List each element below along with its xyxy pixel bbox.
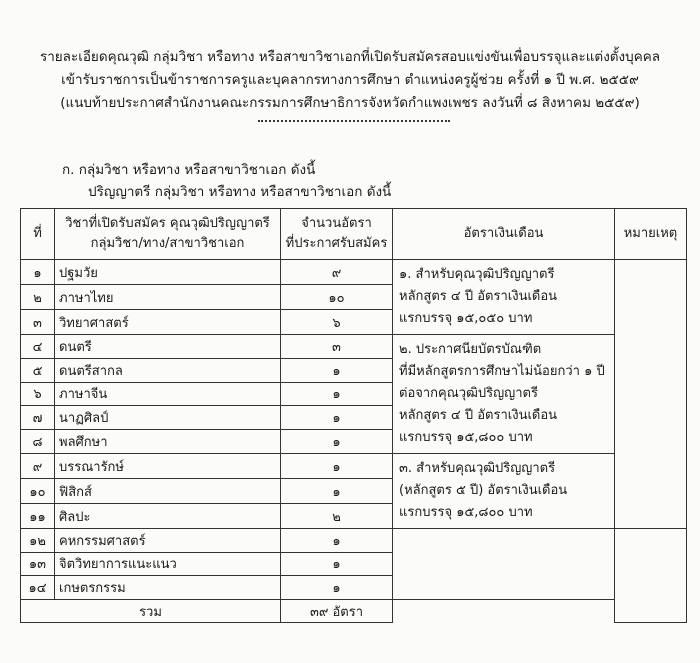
table-header-row [21, 209, 687, 260]
row-number: ๖ [21, 382, 55, 406]
salary-note-line: ๓. สำหรับคุณวุฒิปริญญาตรี [399, 461, 556, 476]
header-count-line-2: ที่ประกาศรับสมัคร [285, 236, 388, 251]
section-b-heading: ปริญญาตรี กลุ่มวิชา หรือทาง หรือสาขาวิชาเอก ดังนี้ [88, 184, 392, 200]
section-a-heading: ก. กลุ่มวิชา หรือทาง หรือสาขาวิชาเอก ดังนี้ [62, 162, 316, 178]
row-count: ๑ [281, 576, 393, 600]
row-number: ๙ [21, 454, 55, 479]
salary-note-line: แรกบรรจุ ๑๕,๘๐๐ บาท [399, 505, 533, 520]
row-number: ๗ [21, 406, 55, 430]
salary-note-line: ๑. สำหรับคุณวุฒิปริญญาตรี [399, 267, 555, 282]
row-subject: คหกรรมศาสตร์ [55, 529, 281, 553]
row-count: ๑ [281, 454, 393, 479]
row-subject: เกษตรกรรม [55, 576, 281, 600]
header-line-2: เข้ารับราชการเป็นข้าราชการครูและบุคลากรทางการศึกษา ตำแหน่งครูผู้ช่วย ครั้งที่ ๑ ปี พ.ศ. ๒๕๕๙ [61, 72, 639, 88]
row-subject: ดนตรี [55, 335, 281, 359]
row-count: ๑ [281, 406, 393, 430]
row-count: ๑ [281, 479, 393, 504]
header-line-3: (แนบท้ายประกาศสำนักงานคณะกรรมการศึกษาธิการจังหวัดกำแพงเพชร ลงวันที่ ๘ สิงหาคม ๒๕๕๙) [60, 95, 640, 111]
row-subject: ศิลปะ [55, 504, 281, 529]
header-subject-line-2: กลุ่มวิชา/ทาง/สาขาวิชาเอก [90, 236, 245, 251]
remark-cell [615, 260, 687, 529]
dotted-separator [258, 120, 450, 122]
row-subject: ดนตรีสากล [55, 358, 281, 382]
document-header [0, 46, 700, 115]
row-subject: ภาษาจีน [55, 382, 281, 406]
table-row [21, 335, 687, 359]
salary-note-line: แรกบรรจุ ๑๕,๘๐๐ บาท [399, 430, 533, 445]
header-remark: หมายเหตุ [615, 209, 687, 260]
total-row [21, 599, 687, 623]
table-row [21, 529, 687, 553]
salary-note-line: (หลักสูตร ๕ ปี) อัตราเงินเดือน [399, 483, 568, 498]
row-count: ๑ [281, 382, 393, 406]
row-subject: พลศึกษา [55, 430, 281, 454]
row-number: ๕ [21, 358, 55, 382]
row-subject: ภาษาไทย [55, 285, 281, 310]
positions-table [20, 208, 687, 623]
row-count: ๑ [281, 529, 393, 553]
header-count-line-1: จำนวนอัตรา [301, 216, 372, 231]
row-number: ๓ [21, 310, 55, 335]
header-no: ที่ [21, 209, 55, 260]
row-count: ๙ [281, 260, 393, 285]
salary-note-line: แรกบรรจุ ๑๕,๐๕๐ บาท [399, 311, 533, 326]
row-count: ๒ [281, 504, 393, 529]
table-row [21, 454, 687, 479]
row-subject: วิทยาศาสตร์ [55, 310, 281, 335]
salary-note [393, 260, 615, 335]
salary-note-line: หลักสูตร ๔ ปี อัตราเงินเดือน [399, 408, 558, 423]
row-count: ๓ [281, 335, 393, 359]
row-number: ๔ [21, 335, 55, 359]
header-subject [55, 209, 281, 260]
row-count: ๖ [281, 310, 393, 335]
row-subject: ปฐมวัย [55, 260, 281, 285]
row-number: ๘ [21, 430, 55, 454]
row-number: ๑ [21, 260, 55, 285]
header-count [281, 209, 393, 260]
row-number: ๑๐ [21, 479, 55, 504]
salary-note-line: ต่อจากคุณวุฒิปริญญาตรี [399, 386, 538, 401]
table-row [21, 260, 687, 285]
salary-note-line: ๒. ประกาศนียบัตรบัณฑิต [399, 342, 542, 357]
header-salary: อัตราเงินเดือน [393, 209, 615, 260]
remark-cell [615, 529, 687, 623]
header-line-1: รายละเอียดคุณวุฒิ กลุ่มวิชา หรือทาง หรือสาขาวิชาเอกที่เปิดรับสมัครสอบแข่งขันเพื่อบรรจุและแต่งตั้งบุคคล [39, 49, 661, 65]
row-subject: นาฏศิลป์ [55, 406, 281, 430]
row-number: ๑๓ [21, 552, 55, 576]
salary-note-empty [393, 529, 615, 600]
row-subject: ฟิสิกส์ [55, 479, 281, 504]
salary-note-line: ที่มีหลักสูตรการศึกษาไม่น้อยกว่า ๑ ปี [399, 364, 605, 379]
total-label: รวม [21, 599, 281, 623]
row-subject: จิตวิทยาการแนะแนว [55, 552, 281, 576]
salary-note-line: หลักสูตร ๔ ปี อัตราเงินเดือน [399, 289, 558, 304]
row-number: ๒ [21, 285, 55, 310]
salary-note [393, 335, 615, 454]
row-number: ๑๒ [21, 529, 55, 553]
row-count: ๑ [281, 552, 393, 576]
row-number: ๑๔ [21, 576, 55, 600]
row-count: ๑ [281, 358, 393, 382]
row-subject: บรรณารักษ์ [55, 454, 281, 479]
header-subject-line-1: วิชาที่เปิดรับสมัคร คุณวุฒิปริญญาตรี [65, 216, 270, 231]
salary-note [393, 454, 615, 529]
row-number: ๑๑ [21, 504, 55, 529]
total-value: ๓๙ อัตรา [281, 599, 393, 623]
row-count: ๑ [281, 430, 393, 454]
row-count: ๑๐ [281, 285, 393, 310]
